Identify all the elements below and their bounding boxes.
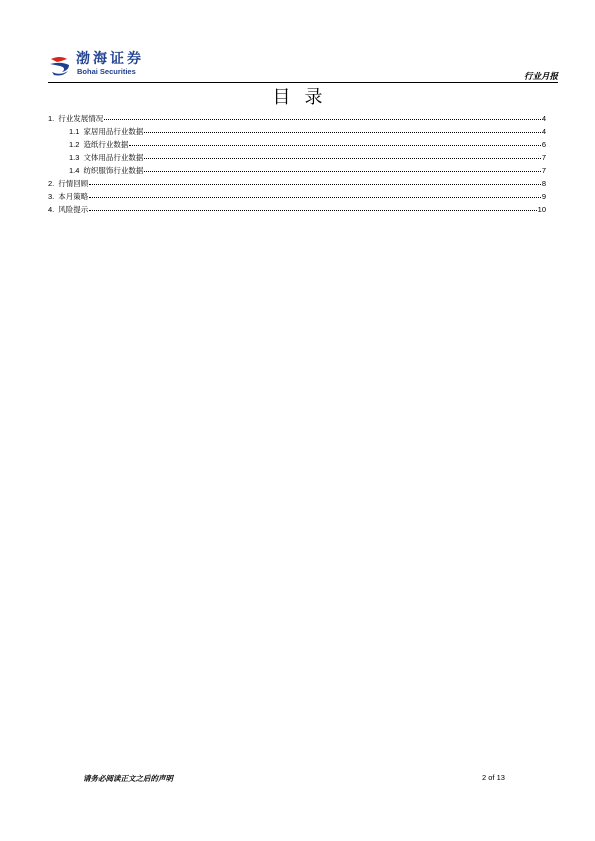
bohai-logo-icon bbox=[48, 54, 72, 78]
toc-entry-text: 文体用品行业数据 bbox=[83, 153, 144, 162]
logo-chinese-name: 渤海证券 bbox=[76, 51, 144, 67]
toc-title: 目录 bbox=[272, 87, 337, 108]
toc-entry-number: 4. bbox=[48, 205, 55, 214]
toc-entry-page: 6 bbox=[541, 140, 546, 149]
footer-page-indicator: 2 of 13 bbox=[482, 773, 505, 782]
toc-entry-text: 风险提示 bbox=[58, 205, 89, 214]
toc-dot-leader bbox=[89, 197, 541, 198]
toc-entry-2[interactable] bbox=[48, 177, 546, 190]
toc-entry-number: 1.1 bbox=[69, 127, 80, 136]
toc-entry-number: 3. bbox=[48, 192, 55, 201]
toc-entry-label bbox=[48, 190, 88, 203]
toc-entry-3[interactable] bbox=[48, 190, 546, 203]
toc-entry-label bbox=[69, 138, 128, 151]
toc-entry-label bbox=[48, 112, 103, 125]
toc-dot-leader bbox=[144, 158, 540, 159]
toc-entry-number: 2. bbox=[48, 179, 55, 188]
toc-entry-page: 7 bbox=[541, 166, 546, 175]
toc-entry-number: 1.3 bbox=[69, 153, 80, 162]
toc-dot-leader bbox=[104, 119, 541, 120]
toc-entry-text: 家居用品行业数据 bbox=[83, 127, 144, 136]
company-logo bbox=[48, 50, 188, 80]
toc-entry-1-4[interactable] bbox=[48, 164, 546, 177]
logo-english-name: Bohai Securities bbox=[77, 67, 136, 76]
header-divider bbox=[48, 82, 558, 83]
toc-entry-4[interactable] bbox=[48, 203, 546, 216]
toc-entry-page: 4 bbox=[541, 114, 546, 123]
toc-entry-1-3[interactable] bbox=[48, 151, 546, 164]
report-type-label: 行业月报 bbox=[523, 72, 558, 82]
toc-entry-page: 10 bbox=[537, 205, 546, 214]
toc-entry-page: 8 bbox=[541, 179, 546, 188]
toc-entry-text: 行情回顾 bbox=[58, 179, 89, 188]
toc-dot-leader bbox=[129, 145, 540, 146]
toc-dot-leader bbox=[144, 132, 540, 133]
toc-entry-text: 纺织服饰行业数据 bbox=[83, 166, 144, 175]
toc-entry-number: 1. bbox=[48, 114, 55, 123]
toc-dot-leader bbox=[144, 171, 540, 172]
toc-entry-text: 造纸行业数据 bbox=[83, 140, 129, 149]
toc-entry-1-2[interactable] bbox=[48, 138, 546, 151]
toc-entry-number: 1.2 bbox=[69, 140, 80, 149]
toc-dot-leader bbox=[89, 210, 536, 211]
toc-entry-number: 1.4 bbox=[69, 166, 80, 175]
table-of-contents bbox=[48, 112, 546, 216]
toc-entry-page: 7 bbox=[541, 153, 546, 162]
page-header bbox=[48, 50, 558, 84]
footer-disclaimer: 请务必阅读正文之后的声明 bbox=[83, 774, 173, 783]
toc-entry-label bbox=[69, 151, 143, 164]
toc-entry-page: 9 bbox=[541, 192, 546, 201]
toc-entry-text: 本月策略 bbox=[58, 192, 89, 201]
toc-entry-label bbox=[69, 125, 143, 138]
toc-dot-leader bbox=[89, 184, 541, 185]
toc-entry-page: 4 bbox=[541, 127, 546, 136]
toc-entry-1-1[interactable] bbox=[48, 125, 546, 138]
toc-entry-1[interactable] bbox=[48, 112, 546, 125]
toc-entry-label bbox=[48, 203, 88, 216]
toc-entry-text: 行业发展情况 bbox=[58, 114, 104, 123]
toc-entry-label bbox=[69, 164, 143, 177]
toc-entry-label bbox=[48, 177, 88, 190]
